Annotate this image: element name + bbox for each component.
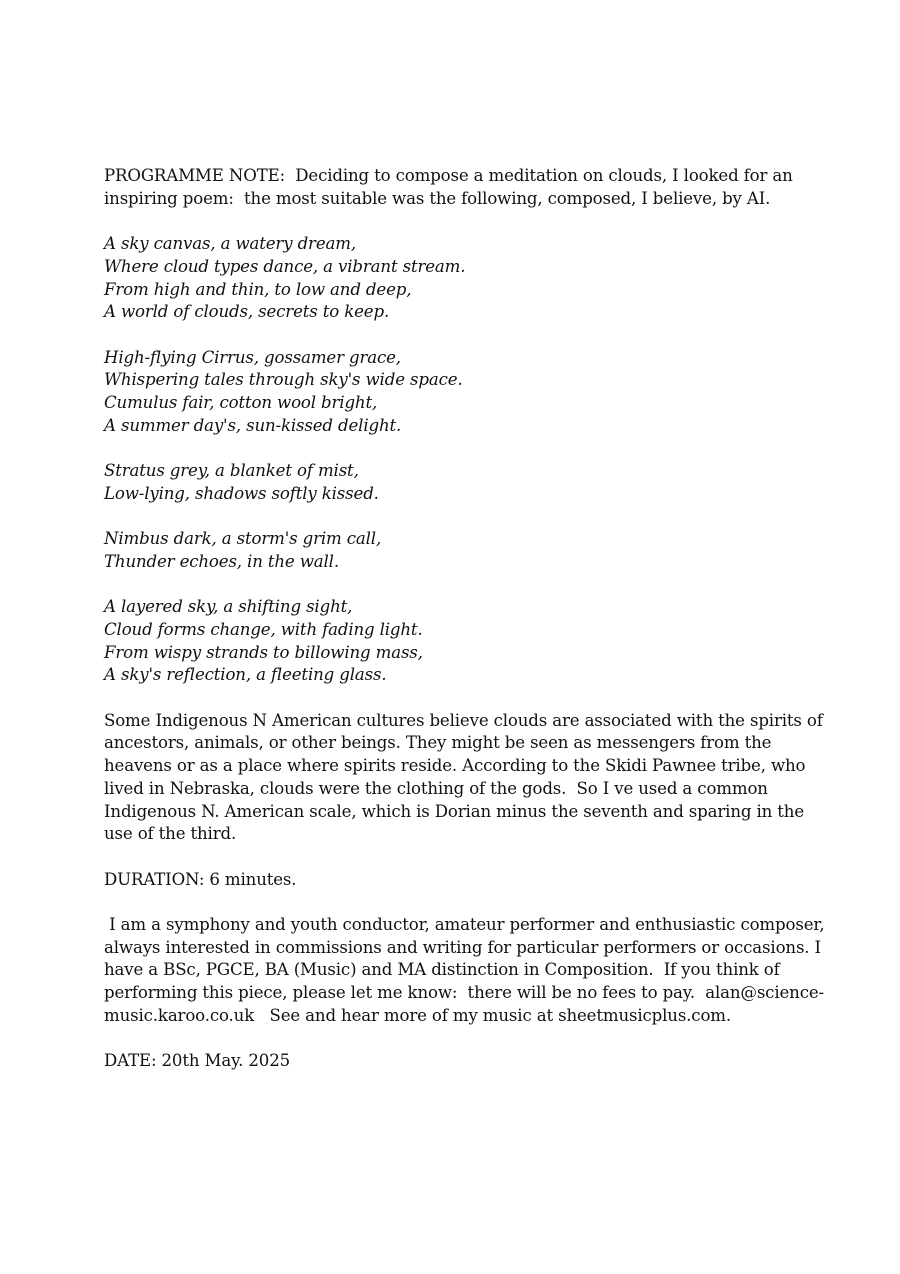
poem-line: High-flying Cirrus, gossamer grace, (104, 347, 401, 367)
bio-line: music.karoo.co.uk See and hear more of my music at sheetmusicplus.com. (104, 1005, 731, 1025)
duration-paragraph (104, 869, 844, 892)
indigenous-line: use of the third. (104, 824, 237, 844)
poem-line: Low-lying, shadows softly kissed. (104, 483, 379, 503)
date-paragraph (104, 1050, 844, 1073)
programme-note-body (104, 165, 844, 1096)
date-text: DATE: 20th May. 2025 (104, 1051, 291, 1071)
poem (104, 233, 844, 687)
indigenous-line: Indigenous N. American scale, which is Dorian minus the seventh and sparing in the (104, 801, 804, 821)
poem-stanza-3 (104, 460, 844, 505)
poem-line: From high and thin, to low and deep, (104, 279, 412, 299)
intro-line: inspiring poem: the most suitable was the following, composed, I believe, by AI. (104, 188, 771, 208)
poem-line: Cloud forms change, with fading light. (104, 619, 423, 639)
duration-text: DURATION: 6 minutes. (104, 869, 297, 889)
poem-line: A sky canvas, a watery dream, (104, 234, 356, 254)
intro-line: PROGRAMME NOTE: Deciding to compose a meditation on clouds, I looked for an (104, 166, 793, 185)
poem-line: A world of clouds, secrets to keep. (104, 302, 390, 322)
intro-paragraph (104, 165, 844, 210)
poem-line: A layered sky, a shifting sight, (104, 597, 353, 617)
poem-line: Cumulus fair, cotton wool bright, (104, 393, 378, 412)
bio-line: performing this piece, please let me know: there will be no fees to pay. alan@science- (104, 983, 824, 1003)
poem-line: From wispy strands to billowing mass, (104, 642, 423, 662)
poem-line: Nimbus dark, a storm's grim call, (104, 529, 382, 549)
bio-paragraph (104, 914, 844, 1028)
poem-line: Whispering tales through sky's wide space. (104, 370, 463, 390)
poem-stanza-1 (104, 233, 844, 324)
poem-line: A summer day's, sun-kissed delight. (104, 415, 402, 435)
poem-line: Where cloud types dance, a vibrant stream. (104, 256, 466, 276)
poem-line: Thunder echoes, in the wall. (104, 551, 339, 571)
poem-stanza-4 (104, 528, 844, 573)
bio-line: I am a symphony and youth conductor, amateur performer and enthusiastic composer, (104, 915, 825, 935)
poem-line: A sky's reflection, a fleeting glass. (104, 665, 387, 685)
poem-stanza-5 (104, 596, 844, 687)
indigenous-paragraph (104, 710, 844, 846)
poem-line: Stratus grey, a blanket of mist, (104, 461, 359, 481)
indigenous-line: Some Indigenous N American cultures believe clouds are associated with the spirits of (104, 710, 823, 730)
indigenous-line: lived in Nebraska, clouds were the clothing of the gods. So I ve used a common (104, 778, 768, 798)
poem-stanza-2 (104, 347, 844, 438)
indigenous-line: ancestors, animals, or other beings. They might be seen as messengers from the (104, 733, 772, 753)
indigenous-line: heavens or as a place where spirits reside. According to the Skidi Pawnee tribe, who (104, 756, 806, 776)
bio-line: have a BSc, PGCE, BA (Music) and MA distinction in Composition. If you think of (104, 960, 780, 980)
bio-line: always interested in commissions and writing for particular performers or occasions. I (104, 937, 821, 957)
